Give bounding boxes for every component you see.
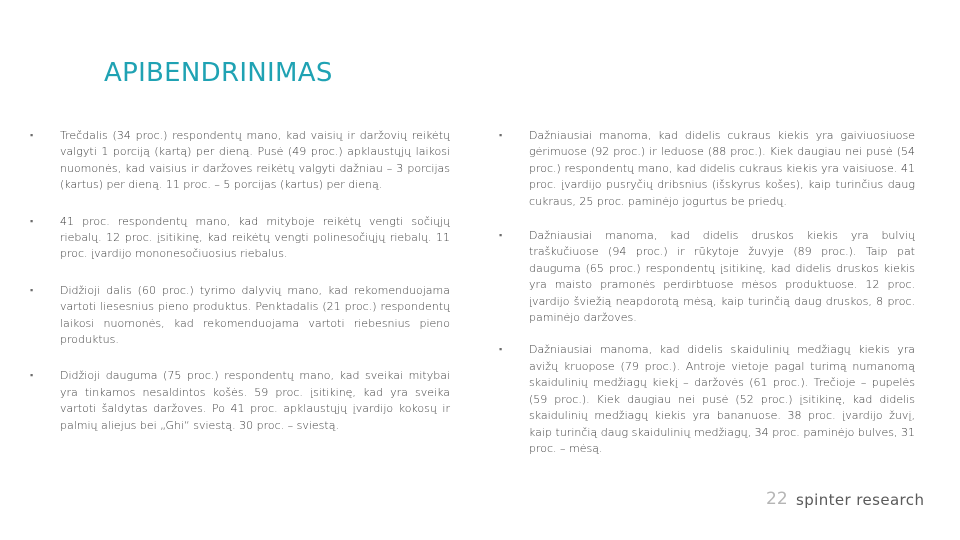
- bullet-text: Didžioji dauguma (75 proc.) respondentų mano, kad sveikai mitybai yra tinkamos nesaldintos košės. 59 proc. įsitikinę, kad yra sveika vartoti šaldytas daržoves. Po 41 proc. apklaustųjų įvardijo kokosų ir palmių aliejus bei „Ghi“ sviestą. 30 proc. – sviestą.: [60, 369, 450, 432]
- bullet-icon: ▪: [30, 131, 34, 141]
- bullet-text: Trečdalis (34 proc.) respondentų mano, kad vaisių ir daržovių reikėtų valgyti 1 porciją (kartą) per dieną. Pusė (49 proc.) apklaustųjų laikosi nuomonės, kad vaisius ir daržoves reikėtų valgyti dažniau – 3 porcijas (kartus) per dieną. 11 proc. – 5 porcijas (kartus) per dieną.: [60, 129, 450, 192]
- bullet-text: Didžioji dalis (60 proc.) tyrimo dalyvių mano, kad rekomenduojama vartoti liesesnius pieno produktus. Penktadalis (21 proc.) respondentų laikosi nuomonės, kad rekomenduojama vartoti riebesnius pieno produktus.: [60, 283, 450, 347]
- bullet-icon: ▪: [499, 131, 503, 141]
- bullet-icon: ▪: [30, 285, 34, 296]
- bullet-icon: ▪: [499, 345, 503, 356]
- bullet-text: Dažniausiai manoma, kad didelis cukraus kiekis yra gaiviuosiuose gėrimuose (92 proc.) ir leduose (88 proc.). Kiek daugiau nei pusė (54 proc.) respondentų mano, kad didelis cukraus kiekis yra vaisiuose. 41 proc. įvardijo pusryčių dribsnius (išskyrus košes), kaip turinčius daug cukraus, 25 proc. paminėjo jogurtus be priedų.: [529, 129, 915, 208]
- bullet-item: [499, 228, 915, 326]
- bullet-text: Dažniausiai manoma, kad didelis druskos kiekis yra bulvių traškučiuose (94 proc.) ir rūkytoje žuvyje (89 proc.). Taip pat dauguma (65 proc.) respondentų įsitikinę, kad didelis druskos kiekis yra maisto pramonės perdirbtuose mėsos produktuose. 12 proc. įvardijo šviežią neapdorotą mėsą, kaip turinčią daug druskos, 8 proc. paminėjo daržoves.: [529, 229, 915, 325]
- bullet-item: [499, 128, 915, 210]
- bullet-item: [30, 368, 450, 434]
- bullet-item: [30, 128, 450, 194]
- bullet-icon: ▪: [30, 216, 34, 227]
- left-column: [30, 128, 450, 434]
- bullet-item: [30, 283, 450, 349]
- bullet-icon: ▪: [30, 371, 34, 382]
- bullet-icon: ▪: [499, 231, 503, 242]
- bullet-text: 41 proc. respondentų mano, kad mityboje reikėtų vengti sočiųjų riebalų. 12 proc. įsitikinę, kad reikėtų vengti polinesočiųjų riebalų. 11 proc. įvardijo mononesočiuosius riebalus.: [60, 214, 450, 261]
- slide-title: APIBENDRINIMAS: [104, 58, 333, 88]
- page-number: 22: [766, 489, 788, 509]
- brand-logo: spinter research: [796, 491, 925, 509]
- right-column: [499, 128, 915, 457]
- bullet-item: [30, 214, 450, 263]
- bullet-text: Dažniausiai manoma, kad didelis skaidulinių medžiagų kiekis yra avižų kruopose (79 proc.). Antroje vietoje pagal turimą numanomą skaidulinių medžiagų kiekį – daržovės (61 proc.). Trečioje – pupelės (59 proc.). Kiek daugiau nei pusė (52 proc.) įsitikinę, kad didelis skaidulinių medžiagų kiekis yra bananuose. 38 proc. įvardijo žuvį, kaip turinčią daug skaidulinių medžiagų, 34 proc. paminėjo bulves, 31 proc. – mėsą.: [529, 343, 915, 455]
- bullet-item: [499, 342, 915, 457]
